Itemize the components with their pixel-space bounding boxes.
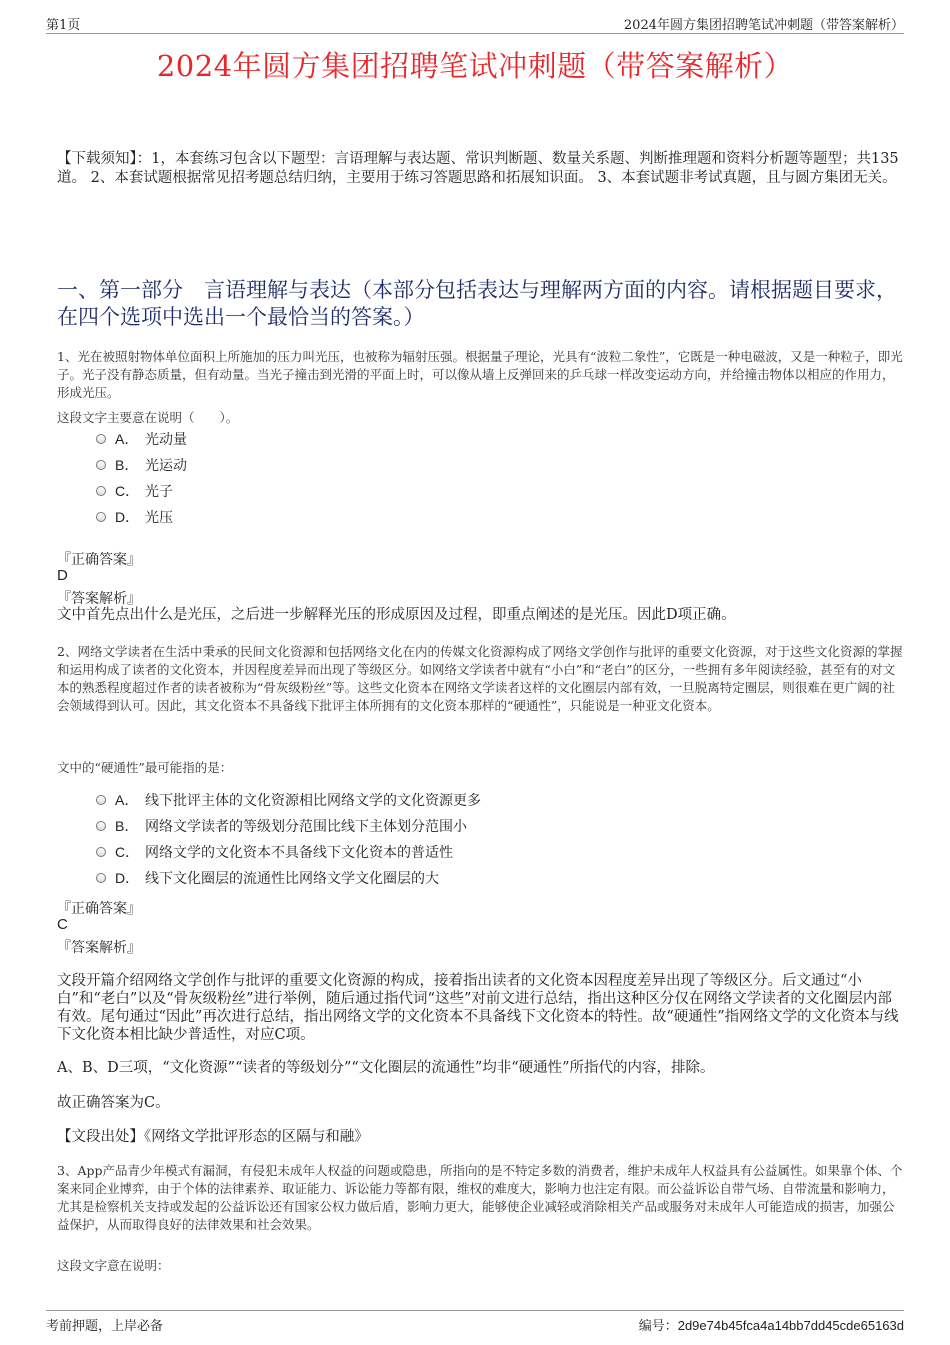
q1-option-b[interactable]: B． 光运动	[96, 452, 187, 478]
download-notice: 【下载须知】：1，本套练习包含以下题型：言语理解与表达题、常识判断题、数量关系题、判断推理题和资料分析题等题型；共135道。 2、本套试题根据常见招考题总结归纳，主要用于练习答题思路和拓展知识面。 3、本套试题非考试真题，且与圆方集团无关。	[57, 151, 899, 186]
q1-answer: D	[57, 567, 68, 584]
q2-option-b[interactable]: B． 网络文学读者的等级划分范围比线下主体划分范围小	[96, 813, 481, 839]
q2-answer: C	[57, 916, 68, 933]
q2-analysis-2: A、B、D三项，“文化资源”“读者的等级划分”“文化圈层的流通性”均非“硬通性”所指代的内容，排除。	[57, 1060, 715, 1076]
page-title: 2024年圆方集团招聘笔试冲刺题（带答案解析）	[156, 49, 794, 83]
footer-code: 编号：2d9e74b45fca4a14bb7dd45cde65163d	[638, 1318, 904, 1334]
q1-answer-label: 『正确答案』	[57, 552, 141, 568]
q2-option-d[interactable]: D． 线下文化圈层的流通性比网络文学文化圈层的大	[96, 865, 481, 891]
q1-option-d[interactable]: D． 光压	[96, 504, 187, 530]
radio-icon[interactable]	[96, 795, 106, 805]
q1-analysis: 文中首先点出什么是光压，之后进一步解释光压的形成原因及过程，即重点阐述的是光压。因此D项正确。	[57, 607, 736, 623]
q1-question: 这段文字主要意在说明（ ）。	[57, 410, 239, 425]
q2-option-a[interactable]: A． 线下批评主体的文化资源相比网络文学的文化资源更多	[96, 787, 481, 813]
q2-question: 文中的“硬通性”最可能指的是：	[57, 760, 233, 775]
q2-analysis-label: 『答案解析』	[57, 940, 141, 956]
q2-analysis-3: 故正确答案为C。	[57, 1095, 170, 1111]
section-heading: 一、第一部分 言语理解与表达（本部分包括表达与理解两方面的内容。请根据题目要求，在四个选项中选出一个最恰当的答案。）	[57, 278, 897, 329]
q2-passage: 2、网络文学读者在生活中秉承的民间文化资源和包括网络文化在内的传媒文化资源构成了网络文学创作与批评的重要文化资源，对于这些文化资源的掌握和运用构成了读者的文化资本，并因程度差异而出现了等级区分。如网络文学读者中就有“小白”和“老白”的区分，一些拥有多年阅读经验，甚至有的对文本的熟悉程度超过作者的读者被称为“骨灰级粉丝”等。这些文化资本在网络文学读者这样的文化圈层内部有效，一旦脱离特定圈层，则很难在更广阔的社会领域得到认可。因此，其文化资本不具备线下批评主体所拥有的文化资本那样的“硬通性”，只能说是一种亚文化资本。	[57, 644, 903, 713]
radio-icon[interactable]	[96, 873, 106, 883]
q1-option-a[interactable]: A． 光动量	[96, 426, 187, 452]
header-doc-title: 2024年圆方集团招聘笔试冲刺题（带答案解析）	[623, 18, 904, 33]
q2-options	[96, 787, 481, 891]
q1-option-c[interactable]: C． 光子	[96, 478, 187, 504]
radio-icon[interactable]	[96, 821, 106, 831]
radio-icon[interactable]	[96, 460, 106, 470]
q3-question: 这段文字意在说明：	[57, 1258, 170, 1273]
radio-icon[interactable]	[96, 434, 106, 444]
q1-passage: 1、光在被照射物体单位面积上所施加的压力叫光压，也被称为辐射压强。根据量子理论，光具有“波粒二象性”，它既是一种电磁波，又是一种粒子，即光子。光子没有静态质量，但有动量。当光子撞击到光滑的平面上时，可以像从墙上反弹回来的乒乓球一样改变运动方向，并给撞击物体以相应的作用力，形成光压。	[57, 349, 903, 400]
q2-source: 【文段出处】《网络文学批评形态的区隔与和融》	[57, 1129, 369, 1145]
q2-analysis-1: 文段开篇介绍网络文学创作与批评的重要文化资源的构成，接着指出读者的文化资本因程度差异出现了等级区分。后文通过“小白”和“老白”以及“骨灰级粉丝”进行举例，随后通过指代词“这些”对前文进行总结，指出这种区分仅在网络文学读者的文化圈层内部有效。尾句通过“因此”再次进行总结，指出网络文学的文化资本不具备线下文化资本的特性。故“硬通性”指网络文学的文化资本与线下文化资本相比缺少普适性，对应C项。	[57, 973, 899, 1043]
page-footer	[46, 1310, 904, 1332]
radio-icon[interactable]	[96, 486, 106, 496]
q2-answer-label: 『正确答案』	[57, 901, 141, 917]
page-header	[46, 14, 904, 34]
q1-options	[96, 426, 187, 530]
q1-analysis-label: 『答案解析』	[57, 591, 141, 607]
q3-passage: 3、App产品青少年模式有漏洞，有侵犯未成年人权益的问题或隐患，所指向的是不特定多数的消费者，维护未成年人权益具有公益属性。如果靠个体、个案来同企业博弈，由于个体的法律素养、取证能力、诉讼能力等都有限，维权的难度大，影响力也注定有限。而公益诉讼自带气场、自带流量和影响力，尤其是检察机关支持或发起的公益诉讼还有国家公权力做后盾，影响力更大，能够使企业减轻或消除相关产品或服务对未成年人可能造成的损害，加强公益保护，从而取得良好的法律效果和社会效果。	[57, 1163, 903, 1232]
footer-slogan: 考前押题，上岸必备	[46, 1319, 164, 1334]
page-number: 第1页	[46, 18, 81, 33]
radio-icon[interactable]	[96, 512, 106, 522]
radio-icon[interactable]	[96, 847, 106, 857]
q2-option-c[interactable]: C． 网络文学的文化资本不具备线下文化资本的普适性	[96, 839, 481, 865]
